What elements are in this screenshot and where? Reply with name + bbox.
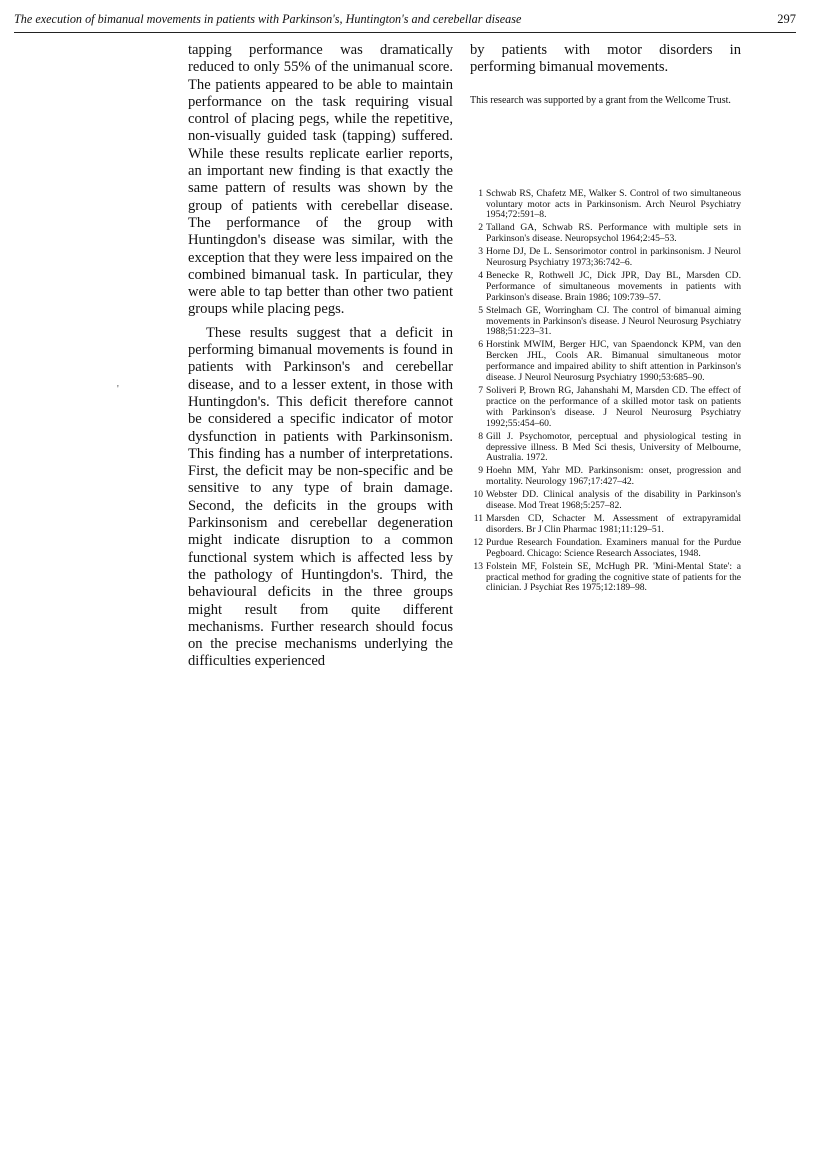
reference-list: [470, 189, 741, 595]
reference-item: [470, 271, 741, 304]
reference-item: [470, 386, 741, 430]
reference-item: [470, 223, 741, 245]
reference-item: [470, 189, 741, 222]
left-column: [188, 42, 453, 671]
reference-number: 11: [473, 512, 483, 524]
running-header: [14, 10, 796, 33]
reference-number: 8: [478, 430, 483, 442]
reference-text: Marsden CD, Schacter M. Assessment of extrapyramidal disorders. Br J Clin Pharmac 1981;11:129–51.: [486, 512, 741, 535]
acknowledgement: This research was supported by a grant from the Wellcome Trust.: [470, 94, 731, 106]
reference-item: [470, 432, 741, 465]
reference-text: Soliveri P, Brown RG, Jahanshahi M, Marsden CD. The effect of practice on the performance of a skilled motor task on patients with Parkinson's disease. J Neurol Neurosurg Psychiatry 1992;55:454–60.: [486, 385, 741, 429]
reference-text: Stelmach GE, Worringham CJ. The control of bimanual aiming movements in Parkinson's disease. J Neurol Neurosurg Psychiatry 1988;51:223–31.: [486, 304, 741, 338]
reference-text: Folstein MF, Folstein SE, McHugh PR. 'Mini-Mental State': a practical method for grading the cognitive state of patients for the clinician. J Psychiat Res 1975;12:189–98.: [486, 560, 741, 594]
running-title: The execution of bimanual movements in patients with Parkinson's, Huntington's and cerebellar disease: [14, 12, 522, 26]
reference-text: Talland GA, Schwab RS. Performance with multiple sets in Parkinson's disease. Neuropsychol 1964;2:45–53.: [486, 222, 741, 245]
reference-number: 4: [478, 269, 483, 281]
reference-text: Purdue Research Foundation. Examiners manual for the Purdue Pegboard. Chicago: Science Research Associates, 1948.: [486, 536, 741, 559]
body-paragraph-continuation: by patients with motor disorders in performing bimanual movements.: [470, 42, 741, 76]
stray-mark: ': [117, 384, 119, 395]
reference-number: 2: [478, 222, 483, 234]
reference-text: Webster DD. Clinical analysis of the disability in Parkinson's disease. Mod Treat 1968;5:257–82.: [486, 489, 741, 512]
reference-item: [470, 514, 741, 536]
reference-number: 10: [473, 489, 483, 501]
reference-number: 7: [478, 385, 483, 396]
reference-item: [470, 247, 741, 269]
reference-number: 9: [478, 465, 483, 477]
reference-text: Schwab RS, Chafetz ME, Walker S. Control of two simultaneous voluntary motor acts in Parkinsonism. Arch Neurol Psychiatry 1954;72:591–8.: [486, 187, 741, 221]
reference-item: [470, 306, 741, 339]
reference-number: 6: [478, 339, 483, 351]
reference-text: Hoehn MM, Yahr MD. Parkinsonism: onset, progression and mortality. Neurology 1967;17:427–42.: [486, 465, 741, 488]
reference-number: 5: [478, 304, 483, 316]
reference-text: Benecke R, Rothwell JC, Dick JPR, Day BL, Marsden CD. Performance of simultaneous movements in patients with Parkinson's disease. Brain 1986; 109:739–57.: [486, 269, 741, 303]
reference-number: 13: [473, 560, 483, 572]
reference-text: Gill J. Psychomotor, perceptual and physiological testing in depressive illness. B Med Sci thesis, University of Melbourne, Australia. 1972.: [486, 430, 741, 464]
reference-item: [470, 538, 741, 560]
reference-number: 12: [473, 536, 483, 548]
right-column: [470, 42, 741, 596]
reference-number: 3: [478, 246, 483, 258]
reference-item: [470, 466, 741, 488]
body-paragraph: tapping performance was dramatically reduced to only 55% of the unimanual score. The patients appeared to be able to maintain performance on the task requiring visual control of placing pegs, while the repetitive, non-visually guided task (tapping) suffered. While these results replicate earlier reports, an important new finding is that exactly the same pattern of results was shown by the group of patients with cerebellar disease. The performance of the group with Huntingdon's disease was similar, with the exception that they were less impaired on the combined bimanual task. In particular, they were able to tap better than other two patient groups while placing pegs.: [188, 42, 453, 318]
reference-item: [470, 562, 741, 595]
reference-text: Horne DJ, De L. Sensorimotor control in parkinsonism. J Neurol Neurosurg Psychiatry 1973;36:742–6.: [486, 246, 741, 269]
reference-item: [470, 490, 741, 512]
reference-item: [470, 340, 741, 384]
reference-number: 1: [478, 187, 483, 199]
body-paragraph: These results suggest that a deficit in performing bimanual movements is found in patients with Parkinson's and cerebellar disease, and to a lesser extent, in those with Huntingdon's. This deficit therefore cannot be considered a specific indicator of motor dysfunction in patients with Parkinsonism. This finding has a number of interpretations. First, the deficit may be non-specific and be sensitive to any type of brain damage. Second, the deficits in the groups with Parkinsonism and cerebellar degeneration might indicate disruption to a common functional system which is affected less by the pathology of Huntingdon's. Third, the behavioural deficits in the three groups might result from quite different mechanisms. Further research should focus on the precise mechanisms underlying the difficulties experienced: [188, 324, 453, 670]
reference-text: Horstink MWIM, Berger HJC, van Spaendonck KPM, van den Bercken JHL, Cools AR. Bimanual simultaneous motor performance and impaired ability to shift attention in Parkinson's disease. J Neurol Neurosurg Psychiatry 1990;53:685–90.: [486, 339, 741, 384]
page-number: 297: [777, 12, 796, 26]
